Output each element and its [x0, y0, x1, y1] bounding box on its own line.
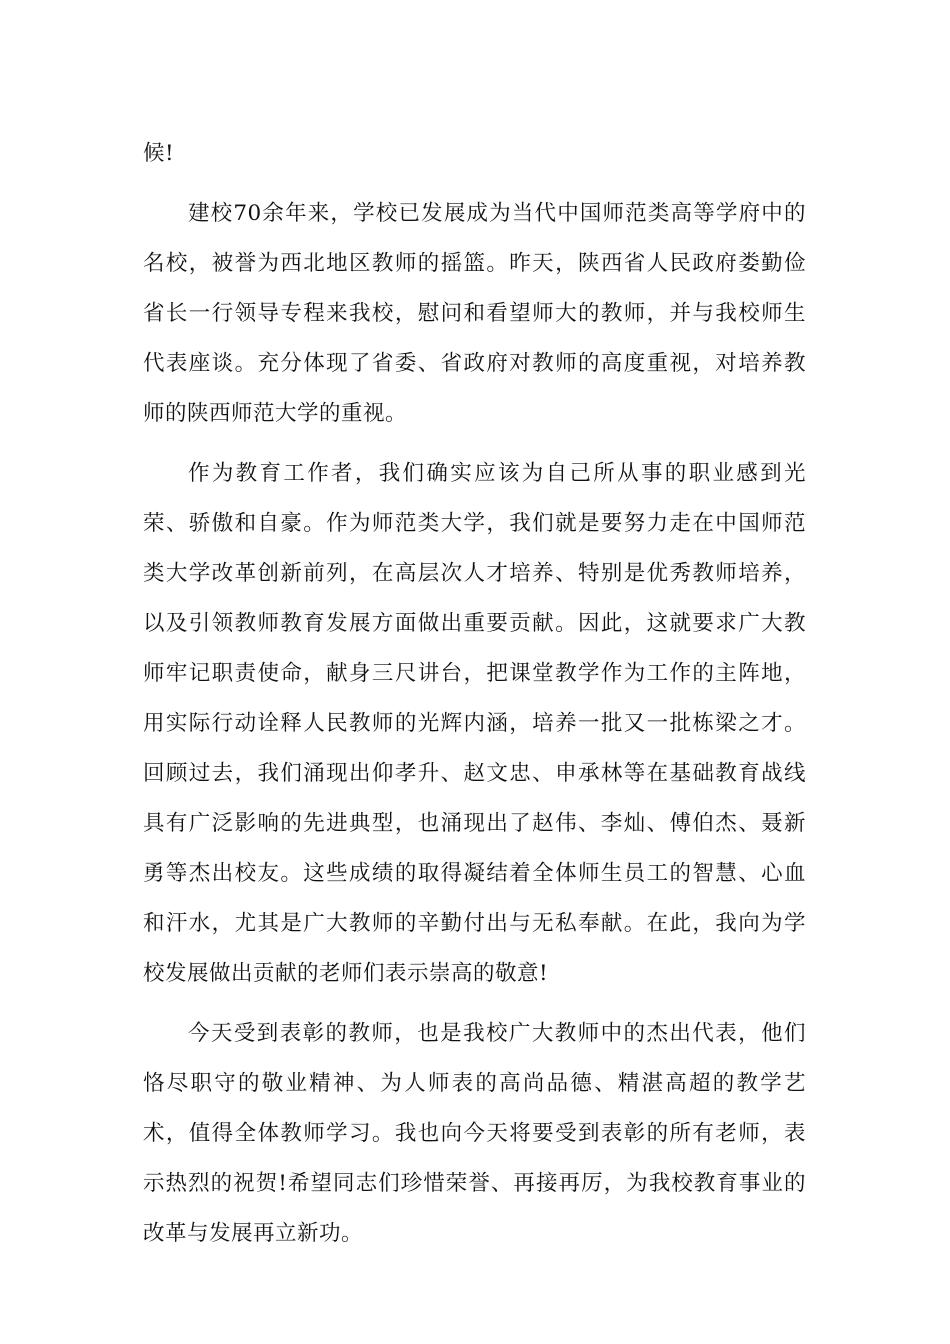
text-line: 校发展做出贡献的老师们表示崇高的敬意!	[143, 961, 549, 986]
text-line: 师牢记职责使命，献身三尺讲台，把课堂教学作为工作的主阵地，	[143, 661, 806, 686]
text-line: 和汗水，尤其是广大教师的辛勤付出与无私奉献。在此，我向为学	[143, 911, 806, 936]
text-line: 回顾过去，我们涌现出仰孝升、赵文忠、申承林等在基础教育战线	[143, 761, 806, 786]
text-line: 作为教育工作者，我们确实应该为自己所从事的职业感到光	[188, 461, 806, 486]
document-body	[143, 129, 806, 1259]
text-line: 省长一行领导专程来我校，慰问和看望师大的教师，并与我校师生	[143, 301, 806, 326]
text-line: 候!	[143, 141, 175, 166]
text-line: 术，值得全体教师学习。我也向今天将要受到表彰的所有老师，表	[143, 1121, 806, 1146]
text-line: 改革与发展再立新功。	[143, 1221, 364, 1246]
text-line: 以及引领教师教育发展方面做出重要贡献。因此，这就要求广大教	[143, 611, 806, 636]
text-line: 建校70余年来，学校已发展成为当代中国师范类高等学府中的	[188, 201, 806, 226]
text-line: 今天受到表彰的教师，也是我校广大教师中的杰出代表，他们	[188, 1021, 806, 1046]
text-line: 师的陕西师范大学的重视。	[143, 401, 408, 426]
text-line: 恪尽职守的敬业精神、为人师表的高尚品德、精湛高超的教学艺	[143, 1071, 806, 1096]
text-line: 勇等杰出校友。这些成绩的取得凝结着全体师生员工的智慧、心血	[143, 861, 806, 886]
text-line: 荣、骄傲和自豪。作为师范类大学，我们就是要努力走在中国师范	[143, 511, 806, 536]
text-line: 示热烈的祝贺!希望同志们珍惜荣誉、再接再厉，为我校教育事业的	[143, 1171, 806, 1196]
text-line: 类大学改革创新前列，在高层次人才培养、特别是优秀教师培养，	[143, 561, 806, 586]
text-line: 用实际行动诠释人民教师的光辉内涵，培养一批又一批栋梁之才。	[143, 711, 806, 736]
text-line: 名校，被誉为西北地区教师的摇篮。昨天，陕西省人民政府娄勤俭	[143, 251, 806, 276]
text-line: 具有广泛影响的先进典型，也涌现出了赵伟、李灿、傅伯杰、聂新	[143, 811, 806, 836]
text-line: 代表座谈。充分体现了省委、省政府对教师的高度重视，对培养教	[143, 351, 806, 376]
